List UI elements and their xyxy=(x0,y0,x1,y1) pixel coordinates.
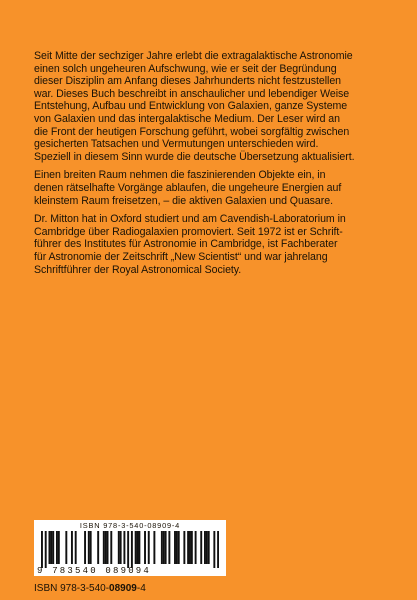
text-line: dieser Disziplin am Anfang dieses Jahrhunderts nicht festzustellen xyxy=(34,75,342,88)
barcode-bar xyxy=(90,531,92,564)
barcode-bar xyxy=(110,531,112,564)
barcode-bar xyxy=(135,531,137,564)
barcode-bar xyxy=(45,531,47,568)
barcode-bar xyxy=(138,531,140,564)
barcode-bar xyxy=(187,531,189,564)
barcode-bar xyxy=(105,531,107,564)
barcode-bar xyxy=(118,531,120,564)
text-line: Speziell in diesem Sinn wurde die deutsche Übersetzung aktualisiert. xyxy=(34,150,355,163)
text-line: Cambridge über Radiogalaxien promoviert. Seit 1972 ist er Schrift- xyxy=(34,225,343,238)
text-line: führer des Institutes für Astronomie in Cambridge, ist Fachberater xyxy=(34,238,338,251)
text-line: gesicherten Tatsachen und Vermutungen unterschieden wird. xyxy=(34,138,319,151)
blurb-text xyxy=(34,50,384,282)
text-line: Entstehung, Aufbau und Entwicklung von Galaxien, ganze Systeme xyxy=(34,100,348,113)
barcode-bar xyxy=(65,531,67,564)
barcode-bar xyxy=(127,531,129,568)
barcode-bar xyxy=(208,531,210,564)
barcode-bar xyxy=(176,531,178,564)
barcode-bar xyxy=(195,531,197,564)
barcode-bar xyxy=(217,531,219,568)
barcode-bar xyxy=(88,531,90,564)
barcode-bar xyxy=(206,531,208,564)
text-line: für Astronomie der Zeitschrift „New Scientist“ und war jahrelang xyxy=(34,250,328,263)
barcode-bar xyxy=(120,531,122,564)
text-line: war. Dieses Buch beschreibt in anschaulicher und lebendiger Weise xyxy=(34,87,350,100)
barcode-bar xyxy=(137,531,139,564)
barcode-bar xyxy=(131,531,133,568)
paragraph-intro xyxy=(34,50,384,163)
barcode-bar xyxy=(204,531,206,564)
isbn-prefix: ISBN 978-3-540- xyxy=(34,583,110,594)
text-line: kleinstem Raum freisetzen, – die aktiven Galaxien und Quasare. xyxy=(34,194,333,207)
barcode-bar xyxy=(52,531,54,564)
barcode-bars xyxy=(41,531,219,568)
barcode-bar xyxy=(191,531,193,564)
barcode-bar xyxy=(50,531,52,564)
isbn-bold-part: 08909 xyxy=(109,583,137,594)
barcode-digits: 9 783540 089094 xyxy=(37,566,152,576)
text-line: Schriftführer der Royal Astronomical Society. xyxy=(34,263,242,276)
text-line: von Galaxien und das intergalaktische Medium. Der Leser wird an xyxy=(34,112,340,125)
barcode-bar xyxy=(168,531,170,564)
barcode-bar xyxy=(148,531,150,564)
barcode-bar xyxy=(174,531,176,564)
barcode-bar xyxy=(165,531,167,564)
barcode-bar xyxy=(200,531,202,564)
isbn-suffix: -4 xyxy=(136,583,146,594)
text-line: Einen breiten Raum nehmen die faszinierenden Objekte ein, in xyxy=(34,169,326,182)
isbn-number xyxy=(34,583,146,595)
barcode-bar xyxy=(123,531,125,564)
barcode-bar xyxy=(56,531,58,564)
barcode-bar xyxy=(75,531,77,564)
barcode-bar xyxy=(48,531,50,564)
barcode-bar xyxy=(183,531,185,564)
text-line: denen rätselhafte Vorgänge ablaufen, die ungeheure Energien auf xyxy=(34,181,342,194)
text-line: Dr. Mitton hat in Oxford studiert und am Cavendish-Laboratorium in xyxy=(34,213,346,226)
paragraph-author-bio xyxy=(34,213,384,276)
barcode-bar xyxy=(178,531,180,564)
text-line: die Front der heutigen Forschung geführt, wobei sorgfältig zwischen xyxy=(34,125,350,138)
barcode-bar xyxy=(144,531,146,564)
barcode-bar xyxy=(97,531,99,564)
text-line: einen solch ungeheuren Aufschwung, wie er seit der Begründung xyxy=(34,62,337,75)
text-line: Seit Mitte der sechziger Jahre erlebt die extragalaktische Astronomie xyxy=(34,50,353,62)
barcode-isbn-caption: ISBN 978-3-540-08909-4 xyxy=(79,521,181,530)
paragraph-active-galaxies xyxy=(34,169,384,207)
barcode-bar xyxy=(84,531,86,564)
barcode-bar xyxy=(189,531,191,564)
barcode-bar xyxy=(213,531,215,568)
barcode-bar xyxy=(41,531,43,568)
barcode-bar xyxy=(103,531,105,564)
barcode-bar xyxy=(161,531,163,564)
barcode-bar xyxy=(107,531,109,564)
barcode-bar xyxy=(163,531,165,564)
barcode-bar xyxy=(58,531,60,564)
barcode-bar xyxy=(71,531,73,564)
barcode-bar xyxy=(153,531,155,564)
barcode-label xyxy=(34,520,226,576)
